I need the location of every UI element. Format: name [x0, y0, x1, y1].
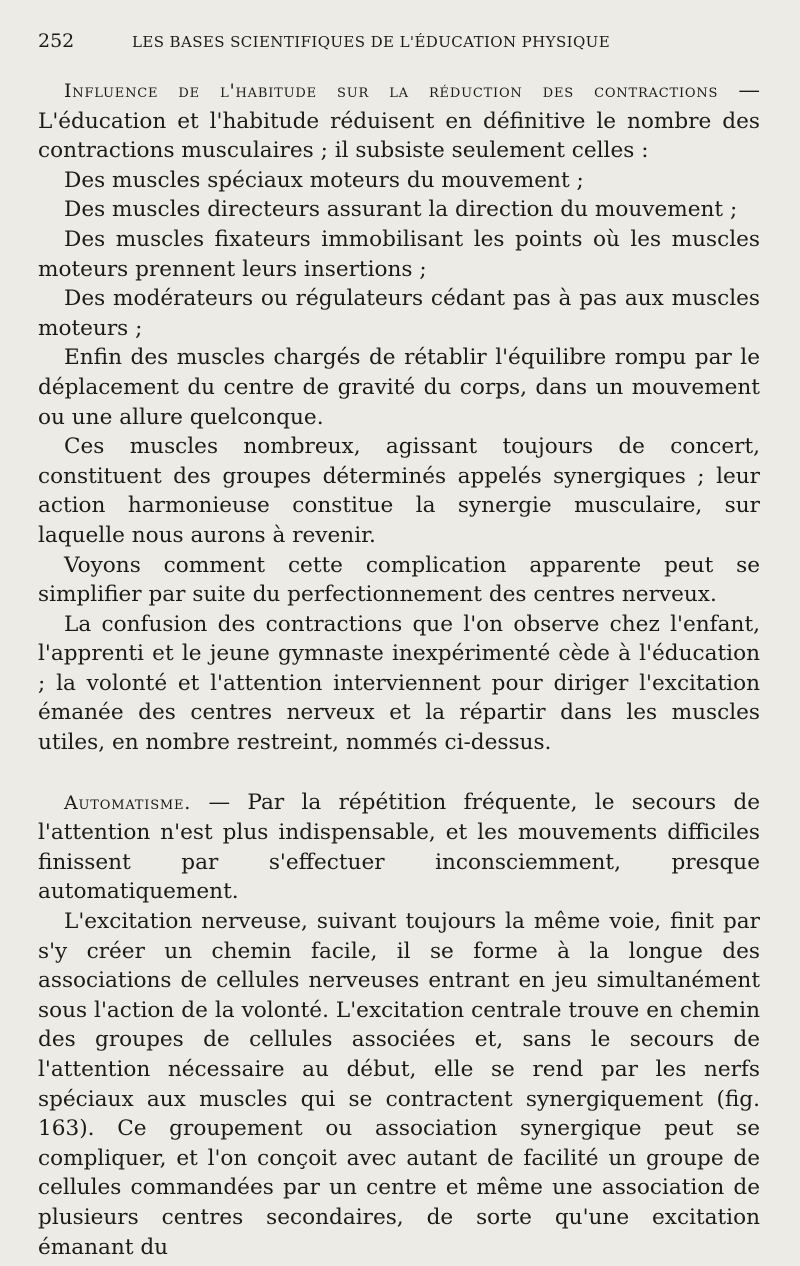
- paragraph: Ces muscles nombreux, agissant toujours de concert, constituent des groupes déterminés appelés synergiques ; leur action harmonieuse constitue la synergie musculaire, sur laquelle nous aurons à revenir.: [38, 434, 760, 548]
- section-heading-habitude: Influence de l'habitude sur la réduction des contractions: [64, 80, 719, 102]
- paragraph: Des muscles fixateurs immobilisant les points où les muscles moteurs prennent leurs insertions ;: [38, 226, 760, 282]
- paragraph: L'excitation nerveuse, suivant toujours la même voie, finit par s'y créer un chemin facile, il se forme à la longue des associations de cellules nerveuses entrant en jeu simultanément sous l'action de la volonté. L'excitation centrale trouve en chemin des groupes de cellules associées et, sans le secours de l'attention nécessaire au début, elle se rend par les nerfs spéciaux aux muscles qui se contractent synergiquement (fig. 163). Ce groupement ou association synergique peut se compliquer, et l'on conçoit avec autant de facilité un groupe de cellules commandées par un centre et même une association de plusieurs centres secondaires, de sorte qu'une excitation émanant du: [38, 909, 760, 1260]
- section-gap: [38, 758, 760, 788]
- paragraph: [38, 76, 760, 166]
- paragraph-text: — Par la répétition fréquente, le secours de l'attention n'est plus indispensable, et les mouvements difficiles finissent par s'effectuer inconsciemment, presque automatiquement.: [38, 789, 760, 905]
- section-heading-automatisme: Automatisme.: [64, 791, 192, 814]
- running-head: [38, 30, 760, 60]
- paragraph-text: — L'éducation et l'habitude réduisent en définitive le nombre des contractions musculaires ; il subsiste seulement celles :: [38, 78, 760, 164]
- paragraph: Enfin des muscles chargés de rétablir l'équilibre rompu par le déplacement du centre de gravité du corps, dans un mouvement ou une allure quelconque.: [38, 345, 760, 430]
- paragraph: Des muscles directeurs assurant la direction du mouvement ;: [64, 197, 738, 223]
- paragraph: Voyons comment cette complication apparente peut se simplifier par suite du perfectionnement des centres nerveux.: [38, 552, 760, 608]
- page-number: 252: [38, 30, 75, 52]
- paragraph: Des muscles spéciaux moteurs du mouvement ;: [64, 167, 584, 193]
- running-title: LES BASES SCIENTIFIQUES DE L'ÉDUCATION PHYSIQUE: [132, 33, 611, 51]
- paragraph: Des modérateurs ou régulateurs cédant pas à pas aux muscles moteurs ;: [38, 286, 760, 341]
- body-text: [38, 76, 760, 1262]
- paragraph: [38, 788, 760, 907]
- paragraph: La confusion des contractions que l'on observe chez l'enfant, l'apprenti et le jeune gymnaste inexpérimenté cède à l'éducation ; la volonté et l'attention interviennent pour diriger l'excitation émanée des centres nerveux et la répartir dans les muscles utiles, en nombre restreint, nommés ci-dessus.: [38, 611, 760, 756]
